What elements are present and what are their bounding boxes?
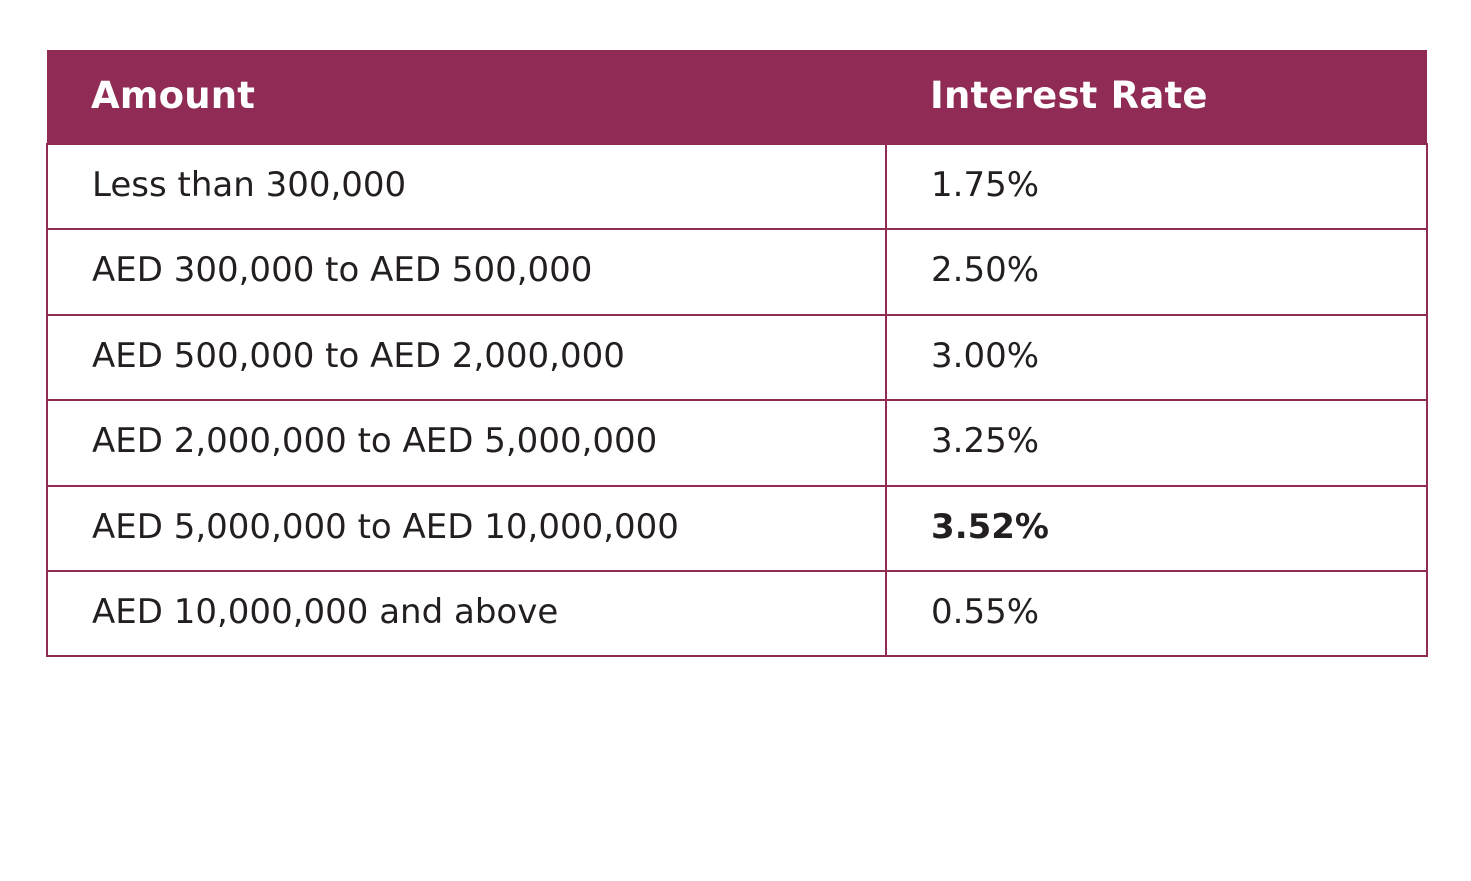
interest-rate-table-container xyxy=(46,50,1428,657)
cell-interest-rate: 3.52% xyxy=(886,486,1427,571)
table-row xyxy=(47,486,1427,571)
cell-interest-rate: 1.75% xyxy=(886,144,1427,229)
cell-interest-rate: 0.55% xyxy=(886,571,1427,656)
cell-amount: AED 10,000,000 and above xyxy=(47,571,886,656)
table-row xyxy=(47,400,1427,485)
cell-interest-rate: 2.50% xyxy=(886,229,1427,314)
table-header xyxy=(47,50,1427,144)
table-header-row xyxy=(47,50,1427,144)
cell-amount: AED 5,000,000 to AED 10,000,000 xyxy=(47,486,886,571)
cell-amount: AED 500,000 to AED 2,000,000 xyxy=(47,315,886,400)
cell-amount: AED 2,000,000 to AED 5,000,000 xyxy=(47,400,886,485)
table-row xyxy=(47,571,1427,656)
table-row xyxy=(47,144,1427,229)
table-row xyxy=(47,229,1427,314)
cell-amount: AED 300,000 to AED 500,000 xyxy=(47,229,886,314)
cell-amount: Less than 300,000 xyxy=(47,144,886,229)
column-header-interest-rate: Interest Rate xyxy=(886,50,1427,144)
cell-interest-rate: 3.00% xyxy=(886,315,1427,400)
interest-rate-table xyxy=(46,50,1428,657)
column-header-amount: Amount xyxy=(47,50,886,144)
table-row xyxy=(47,315,1427,400)
table-body xyxy=(47,144,1427,656)
cell-interest-rate: 3.25% xyxy=(886,400,1427,485)
